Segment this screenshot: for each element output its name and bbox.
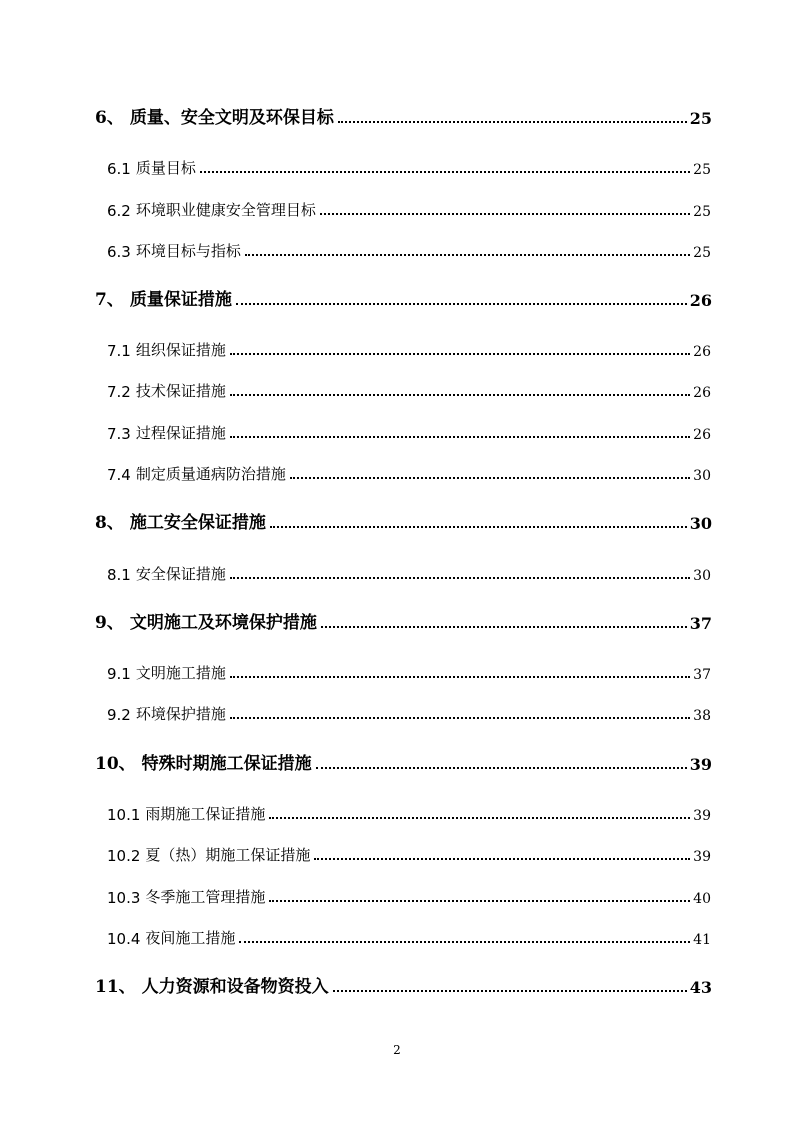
- toc-entry-title: 文明施工及环境保护措施: [129, 613, 317, 633]
- toc-entry-title: 环境保护措施: [135, 705, 226, 723]
- toc-entry-7-1[interactable]: [107, 336, 711, 360]
- dot-leader: [338, 121, 687, 123]
- toc-entry-7[interactable]: [95, 286, 712, 310]
- toc-entry-title: 人力资源和设备物资投入: [141, 977, 329, 997]
- toc-entry-6-1[interactable]: [107, 154, 711, 178]
- toc-entry-number: 9、: [95, 613, 124, 633]
- toc-entry-number: 6、: [95, 108, 124, 128]
- toc-entry-title: 特殊时期施工保证措施: [141, 754, 312, 774]
- toc-entry-number: 10.1: [107, 806, 141, 824]
- toc-entry-page: 30: [693, 468, 711, 484]
- dot-leader: [320, 213, 690, 215]
- toc-entry-page: 26: [693, 385, 711, 401]
- toc-entry-9[interactable]: [95, 609, 712, 633]
- toc-entry-page: 39: [693, 849, 711, 865]
- toc-entry-number: 6.1: [107, 160, 131, 178]
- toc-entry-page: 26: [693, 427, 711, 443]
- toc-entry-page: 39: [689, 755, 712, 774]
- dot-leader: [321, 626, 687, 628]
- toc-entry-title: 夜间施工措施: [145, 929, 236, 947]
- toc-entry-page: 38: [693, 708, 711, 724]
- toc-entry-number: 7.3: [107, 425, 131, 443]
- toc-entry-page: 26: [689, 291, 712, 310]
- toc-entry-number: 9.1: [107, 665, 131, 683]
- toc-entry-page: 43: [689, 978, 712, 997]
- dot-leader: [230, 394, 690, 396]
- toc-entry-title: 过程保证措施: [135, 424, 226, 442]
- dot-leader: [230, 577, 690, 579]
- dot-leader: [269, 900, 690, 902]
- toc-entry-9-2[interactable]: [107, 700, 711, 724]
- toc-entry-6-2[interactable]: [107, 196, 711, 220]
- toc-entry-number: 10、: [95, 754, 136, 774]
- toc-entry-8[interactable]: [95, 509, 712, 533]
- toc-entry-number: 7.2: [107, 383, 131, 401]
- toc-entry-page: 25: [693, 162, 711, 178]
- dot-leader: [314, 858, 690, 860]
- toc-entry-number: 10.3: [107, 889, 141, 907]
- toc-entry-10-2[interactable]: [107, 841, 711, 865]
- toc-entry-page: 41: [693, 932, 711, 948]
- toc-entry-title: 组织保证措施: [135, 341, 226, 359]
- toc-entry-number: 8.1: [107, 566, 131, 584]
- toc-entry-page: 39: [693, 808, 711, 824]
- dot-leader: [333, 990, 687, 992]
- toc-entry-10-3[interactable]: [107, 883, 711, 907]
- toc-entry-9-1[interactable]: [107, 659, 711, 683]
- toc-entry-number: 11、: [95, 977, 136, 997]
- dot-leader: [316, 767, 687, 769]
- toc-entry-title: 文明施工措施: [135, 664, 226, 682]
- toc-entry-title: 施工安全保证措施: [129, 513, 266, 533]
- toc-entry-number: 7、: [95, 290, 124, 310]
- toc-entry-number: 6.2: [107, 202, 131, 220]
- toc-entry-8-1[interactable]: [107, 560, 711, 584]
- toc-entry-number: 9.2: [107, 706, 131, 724]
- toc-entry-10-1[interactable]: [107, 800, 711, 824]
- toc-entry-title: 技术保证措施: [135, 382, 226, 400]
- toc-entry-7-3[interactable]: [107, 419, 711, 443]
- toc-entry-number: 7.1: [107, 342, 131, 360]
- dot-leader: [239, 941, 690, 943]
- toc-entry-title: 质量目标: [135, 159, 196, 177]
- toc-entry-number: 6.3: [107, 243, 131, 261]
- toc-entry-page: 25: [693, 204, 711, 220]
- toc-entry-7-4[interactable]: [107, 460, 711, 484]
- toc-entry-title: 环境目标与指标: [135, 242, 241, 260]
- toc-entry-title: 夏（热）期施工保证措施: [145, 846, 311, 864]
- toc-entry-number: 10.4: [107, 930, 141, 948]
- dot-leader: [230, 353, 690, 355]
- dot-leader: [230, 676, 690, 678]
- toc-entry-title: 冬季施工管理措施: [145, 888, 266, 906]
- toc-entry-11[interactable]: [95, 973, 712, 997]
- toc-entry-number: 7.4: [107, 466, 131, 484]
- toc-entry-title: 质量保证措施: [129, 290, 232, 310]
- toc-entry-6-3[interactable]: [107, 237, 711, 261]
- toc-entry-page: 37: [689, 614, 712, 633]
- dot-leader: [290, 477, 690, 479]
- toc-entry-number: 8、: [95, 513, 124, 533]
- toc-entry-title: 安全保证措施: [135, 565, 226, 583]
- dot-leader: [245, 254, 690, 256]
- toc-entry-10-4[interactable]: [107, 924, 711, 948]
- dot-leader: [270, 526, 687, 528]
- toc-entry-title: 制定质量通病防治措施: [135, 465, 286, 483]
- toc-entry-title: 雨期施工保证措施: [145, 805, 266, 823]
- page-number: 2: [393, 1043, 401, 1057]
- toc-entry-page: 26: [693, 344, 711, 360]
- toc-entry-page: 30: [689, 514, 712, 533]
- toc-entry-7-2[interactable]: [107, 377, 711, 401]
- toc-entry-title: 质量、安全文明及环保目标: [129, 108, 334, 128]
- toc-entry-page: 40: [693, 891, 711, 907]
- toc-entry-number: 10.2: [107, 847, 141, 865]
- toc-entry-6[interactable]: [95, 104, 712, 128]
- toc-entry-page: 25: [689, 109, 712, 128]
- dot-leader: [269, 817, 690, 819]
- toc-entry-10[interactable]: [95, 750, 712, 774]
- dot-leader: [230, 436, 690, 438]
- toc-entry-page: 25: [693, 245, 711, 261]
- toc-entry-page: 37: [693, 667, 711, 683]
- toc-entry-title: 环境职业健康安全管理目标: [135, 201, 316, 219]
- toc-entry-page: 30: [693, 568, 711, 584]
- dot-leader: [236, 303, 687, 305]
- dot-leader: [200, 171, 690, 173]
- dot-leader: [230, 717, 690, 719]
